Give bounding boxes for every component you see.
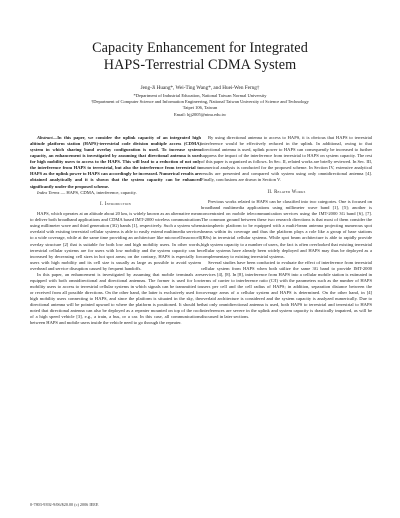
affiliation-3: Taipei 106, Taiwan (182, 105, 218, 110)
affiliation-1: *Department of Industrial Education, National Taiwan Normal University (133, 92, 267, 98)
copyright-footer: 0-7803-9392-9/06/$20.00 (c) 2006 IEEE (30, 502, 99, 507)
contact-email: Email: hjj2005@ntnu.edu.tw (173, 111, 227, 117)
abstract (30, 135, 201, 190)
section-heading-related-works: II. Related Works (267, 189, 306, 195)
right-column (201, 135, 372, 320)
left-column (30, 135, 201, 326)
intro-paragraph-3: By using directional antenna to access to HAPS, it is obvious that HAPS to terrestrial interference would be effectively reduced in the uplink. In additional, owing to that directional antenna is used, uplink power to HAPS can consequently be increased to further suppress the impact of the interference from terrestrial to HAPS on system capacity. The rest of this paper is organized as follows. In Sec. II, related works are briefly reviewed. In Sec. III, numerical analysis is conducted for the proposed scheme. In Section IV, extensive analytical results are presented and compared with system using only omnidirectional antenna [4]. Finally, conclusions are drawn in Section V. (201, 135, 372, 183)
paper-title-line-2: HAPS-Terrestrial CDMA System (103, 57, 297, 73)
index-terms-text: — HAPS, CDMA, interference, capacity. (59, 189, 137, 195)
intro-paragraph-2: In this paper, an enhancement is investigated by assuming that mobile terminals are equipped with both omnidirectional and directional antennas. The former is used for low mobility users to access to terrestrial cellular systems in which signals can be transmitted to or received from all possible directions. On the other hand, the latter is exclusively used for high mobility users connecting to HAPS, and since the platform is situated in the sky, the directional antenna will be pointed upward to where the platform is positioned. It should be noted that directional antenna can also be deployed as a repeater mounted on top of the roof of a high speed vehicle [3], e.g., a train, a bus, or a car. In this case, all communications between HAPS and mobile users inside the vehicle need to go through the repeater. (30, 271, 201, 326)
related-paragraph-1: Previous works related to HAPS can be classified into two categories. One is focused on broadband multimedia applications using millimeter wave band [1], [5]; another is concentrated on mobile telecommunication services using the IMT-2000 3G band [6], [7]. The common ground between these two research directions is that most of them consider the stratospheric platform to be equipped with a multi-beam antenna projecting numerous spot beams within its coverage and thus the platform plays a role like a group of base stations (BSs) in terrestrial cellular systems. While spot beam architecture is able to rapidly provide high system capacity to a number of users, the fact is often overlooked that existing terrestrial cellular systems have already been widely deployed and HAPS may thus be deployed as a complementary to existing terrestrial systems. (201, 199, 372, 259)
paper-title-line-1: Capacity Enhancement for Integrated (92, 40, 308, 56)
related-paragraph-2: Several studies have been conducted to evaluate the effect of interference from terrestrial cellular system from HAPS when both utilize the same 3G band to provide IMT-2000 services [4], [8]. In [8], interference from HAPS into a cellular mobile station is estimated in terms of carrier to interference ratio (C/I) with the parameters such as the number of HAPS users per cell and the cell radius of HAPS; in addition, separation distance between the coverage areas of a cellular system and HAPS is determined. On the other hand, in [4] overlaid architecture is considered and the system capacity is analyzed numerically. Due to that only omnidirectional antenna is used, both HAPS to terrestrial and terrestrial to HAPS interferences are severe in the uplink and system capacity is drastically impaired, as will be discussed in later sections. (201, 259, 372, 320)
index-terms (30, 190, 201, 196)
index-terms-label: Index Terms (37, 189, 60, 195)
affiliation-2: †Department of Computer Science and Information Engineering, National Taiwan University of Science and Technology (91, 99, 309, 104)
abstract-label: Abstract (37, 135, 53, 140)
section-heading-introduction: I. Introduction (99, 201, 131, 207)
author-list: Jeng-Ji Huang*, Wei-Ting Wang*, and Huei-Wen Ferng† (140, 85, 260, 91)
intro-paragraph-1: HAPS, which operates at an altitude about 20 km, is widely known as an alternative mean to deliver both broadband applications and CDMA based IMT-2000 wireless communications using millimeter wave and third generation (3G) bands [1], respectively. Such a system when overlaid with existing terrestrial cellular systems is able to easily extend multimedia services to a wide coverage, while at the same time providing an architecture like microcell/macrocell overlay structure [2] that is suitable for both low and high mobility users. In other words, terrestrial cellular systems are for users with low mobility and the system capacity can be increased by decreasing cell sizes in hot spot areas; on the contrary, HAPS is especially for users with high mobility and its cell size is usually as large as possible to avoid system overhead and service disruption caused by frequent handoffs. (30, 211, 201, 271)
abstract-text: —In this paper, we consider the uplink capacity of an integrated high altitude platform station (HAPS)-terrestrial code division multiple access (CDMA) system in which sharing band overlay configuration is used. To increase system capacity, an enhancement is investigated by assuming that directional antenna is used for high mobility users to access to the HAPS. This will lead to a reduction of not only the interference from HAPS to terrestrial, but also the interference from terrestrial to HAPS as the uplink power to HAPS can accordingly be increased. Numerical results are obtained analytically and it is shown that the system capacity can be enhanced significantly under the proposed scheme. (30, 135, 201, 189)
